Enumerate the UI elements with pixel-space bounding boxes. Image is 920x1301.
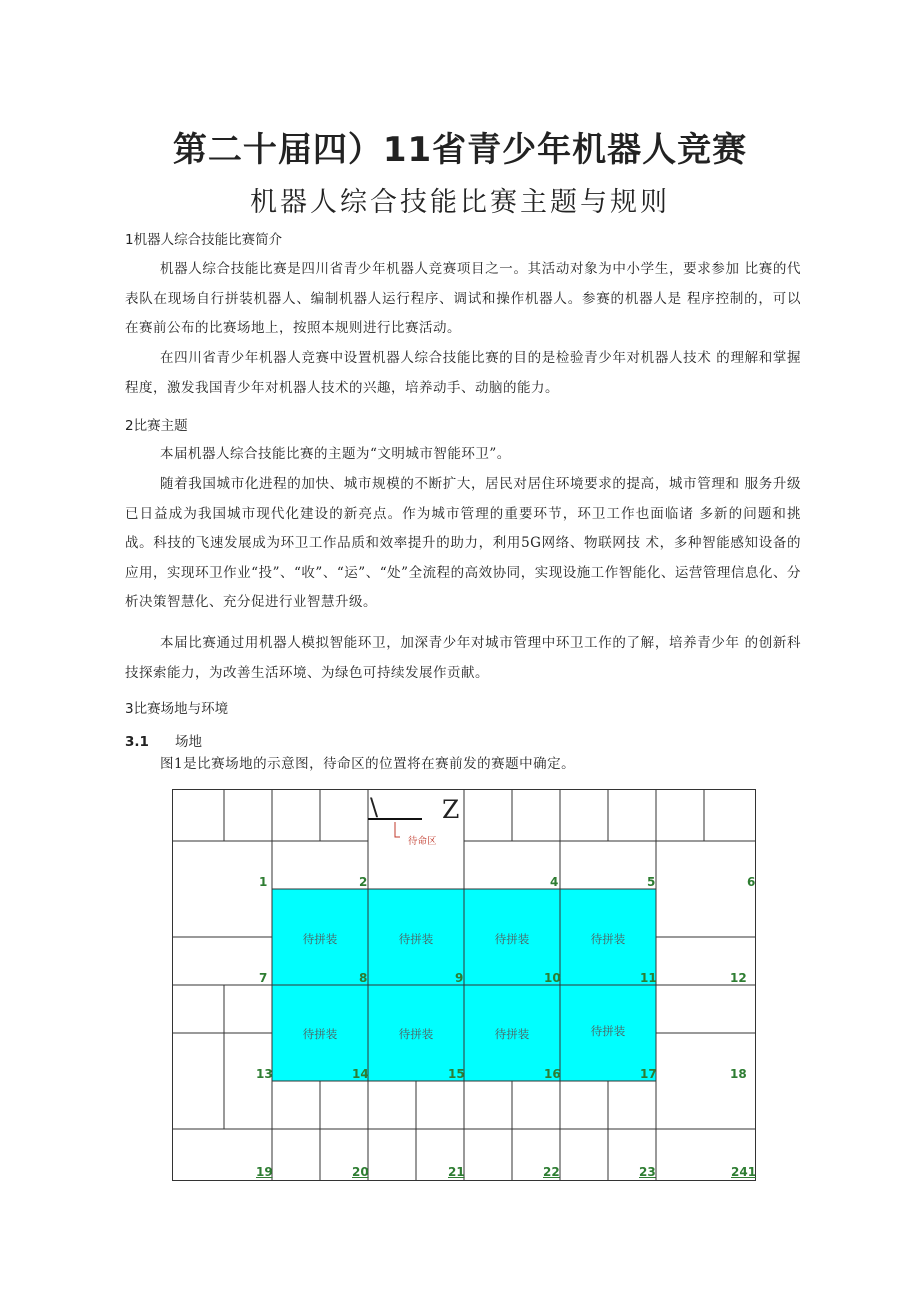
node-number: 15: [448, 1067, 465, 1081]
node-number: 14: [352, 1067, 369, 1081]
assembly-cell-label: 待拼装: [590, 1024, 626, 1038]
assembly-cell-label: 待拼装: [398, 932, 434, 946]
subsection-title: 场地: [175, 734, 202, 750]
node-number: 2: [359, 875, 368, 889]
assembly-cell-label: 待拼装: [494, 932, 530, 946]
document-title: 第二十届四）11省青少年机器人竞赛: [172, 130, 748, 170]
section-heading-1: 1机器人综合技能比赛简介: [125, 232, 283, 248]
document-subtitle: 机器人综合技能比赛主题与规则: [250, 187, 670, 218]
field-grid: [172, 789, 756, 1181]
node-number: 19: [256, 1165, 273, 1179]
node-number: 7: [259, 971, 268, 985]
node-number: 17: [640, 1067, 657, 1081]
assembly-cell-label: 待拼装: [302, 932, 338, 946]
node-number: 6: [747, 875, 756, 889]
node-number: 21: [448, 1165, 465, 1179]
section-heading-3: 3比赛场地与环境: [125, 701, 229, 717]
subsection-number: 3.1: [125, 734, 149, 750]
node-number: 22: [543, 1165, 560, 1179]
assembly-cell-label: 待拼装: [590, 932, 626, 946]
node-number: 16: [544, 1067, 561, 1081]
node-number: 18: [730, 1067, 747, 1081]
assembly-cell-label: 待拼装: [398, 1027, 434, 1041]
node-number: 4: [550, 875, 559, 889]
standby-bracket: [395, 822, 400, 837]
node-number: 1: [259, 875, 268, 889]
node-number: 11: [640, 971, 657, 985]
paragraph: 本届机器人综合技能比赛的主题为“文明城市智能环卫”。: [160, 446, 511, 462]
figure-caption: 图1是比赛场地的示意图，待命区的位置将在赛前发的赛题中确定。: [160, 756, 576, 772]
subsection-heading: [125, 730, 202, 750]
assembly-cell-label: 待拼装: [494, 1027, 530, 1041]
node-number: 13: [256, 1067, 273, 1081]
node-number: 23: [639, 1165, 656, 1179]
standby-symbol-left: \: [370, 793, 379, 821]
paragraph: 本届比赛通过用机器人模拟智能环卫，加深青少年对城市管理中环卫工作的了解，培养青少年 的创新科技探索能力，为改善生活环境、为绿色可持续发展作贡献。: [125, 635, 801, 681]
node-number: 9: [455, 971, 464, 985]
paragraph: 机器人综合技能比赛是四川省青少年机器人竞赛项目之一。其活动对象为中小学生，要求参加 比赛的代表队在现场自行拼装机器人、编制机器人运行程序、调试和操作机器人。参赛的机器人是 程序控制的，可以在赛前公布的比赛场地上，按照本规则进行比赛活动。: [125, 261, 801, 336]
node-number: 20: [352, 1165, 369, 1179]
section-heading-2: 2比赛主题: [125, 418, 188, 434]
assembly-cell-label: 待拼装: [302, 1027, 338, 1041]
node-number: 12: [730, 971, 747, 985]
node-number: 10: [544, 971, 561, 985]
node-number: 5: [647, 875, 656, 889]
standby-area-label: 待命区: [408, 836, 437, 847]
paragraph: 在四川省青少年机器人竞赛中设置机器人综合技能比赛的目的是检验青少年对机器人技术 的理解和掌握程度，激发我国青少年对机器人技术的兴趣，培养动手、动脑的能力。: [125, 350, 801, 396]
standby-symbol-right: Z: [442, 795, 460, 824]
competition-field-diagram: [172, 789, 756, 1181]
paragraph: 随着我国城市化进程的加快、城市规模的不断扩大，居民对居住环境要求的提高，城市管理和 服务升级已日益成为我国城市现代化建设的新亮点。作为城市管理的重要环节，环卫工作也面临诸 多新的问题和挑战。科技的飞速发展成为环卫工作品质和效率提升的助力，利用5G网络、物联网技 术，多种智能感知设备的应用，实现环卫作业“投”、“收”、“运”、“处”全流程的高效协同，实现设施工作智能化、运营管理信息化、分析决策智慧化、充分促进行业智慧升级。: [125, 476, 801, 610]
node-number: 241: [731, 1165, 757, 1179]
node-number: 8: [359, 971, 368, 985]
